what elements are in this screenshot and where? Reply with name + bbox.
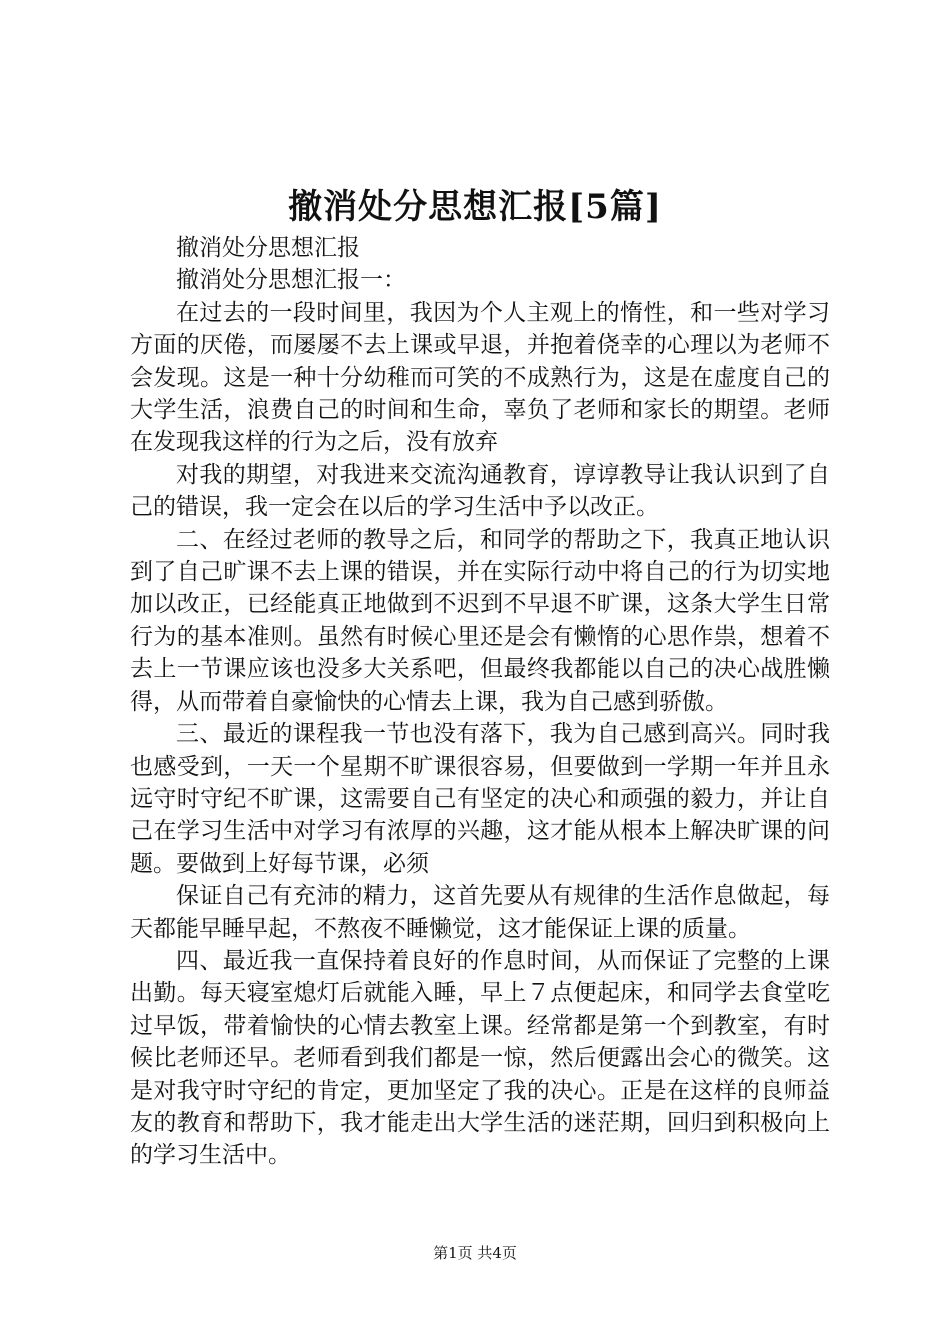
- paragraph-heading: 撤消处分思想汇报: [176, 235, 360, 261]
- page-indicator: 第1页 共4页: [433, 1244, 517, 1262]
- paragraph-subheading: 撤消处分思想汇报一：: [176, 267, 406, 294]
- paragraph: 四、最近我一直保持着良好的作息时间，从而保证了完整的上课出勤。每天寝室熄灯后就能入睡，早上７点便起床，和同学去食堂吃过早饭，带着愉快的心情去教室上课。经常都是第一个到教室，有时候比老师还早。老师看到我们都是一惊，然后便露出会心的微笑。这是对我守时守纪的肯定，更加坚定了我的决心。正是在这样的良师益友的教育和帮助下，我才能走出大学生活的迷茫期，回归到积极向上的学习生活中。: [130, 947, 830, 1169]
- document-title: 撤消处分思想汇报[5篇]: [288, 187, 662, 227]
- paragraph: 在过去的一段时间里，我因为个人主观上的惰性，和一些对学习方面的厌倦，而屡屡不去上课或早退，并抱着侥幸的心理以为老师不会发现。这是一种十分幼稚而可笑的不成熟行为，这是在虚度自己的大学生活，浪费自己的时间和生命，辜负了老师和家长的期望。老师在发现我这样的行为之后，没有放弃: [130, 299, 830, 456]
- document-body: [130, 232, 830, 1172]
- paragraph: 保证自己有充沛的精力，这首先要从有规律的生活作息做起，每天都能早睡早起，不熬夜不睡懒觉，这才能保证上课的质量。: [130, 883, 830, 942]
- paragraph: 三、最近的课程我一节也没有落下，我为自己感到高兴。同时我也感受到，一天一个星期不旷课很容易，但要做到一学期一年并且永远守时守纪不旷课，这需要自己有坚定的决心和顽强的毅力，并让自己在学习生活中对学习有浓厚的兴趣，这才能从根本上解决旷课的问题。要做到上好每节课，必须: [130, 721, 830, 877]
- paragraph: 对我的期望，对我进来交流沟通教育，谆谆教导让我认识到了自己的错误，我一定会在以后的学习生活中予以改正。: [130, 461, 830, 521]
- paragraph: 二、在经过老师的教导之后，和同学的帮助之下，我真正地认识到了自己旷课不去上课的错误，并在实际行动中将自己的行为切实地加以改正，已经能真正地做到不迟到不早退不旷课，这条大学生日常行为的基本准则。虽然有时候心里还是会有懒惰的心思作祟，想着不去上一节课应该也没多大关系吧，但最终我都能以自己的决心战胜懒得，从而带着自豪愉快的心情去上课，我为自己感到骄傲。: [130, 526, 830, 715]
